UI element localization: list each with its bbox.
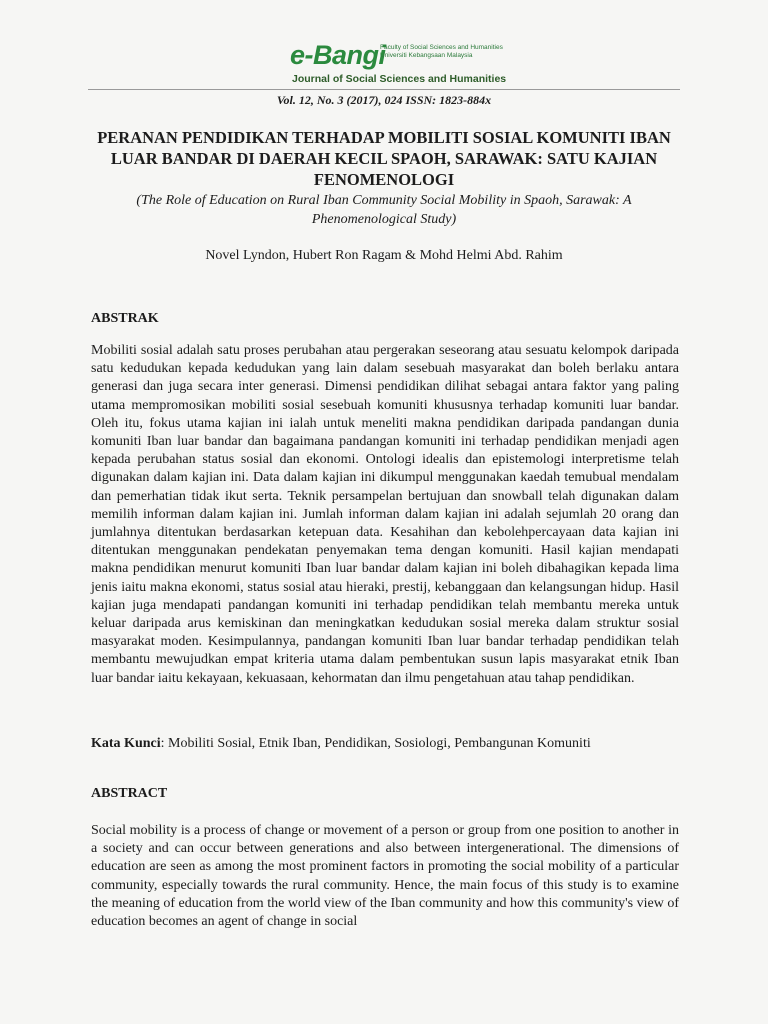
logo-faculty-line2: Universiti Kebangsaan Malaysia (380, 52, 473, 59)
abstract-body: Social mobility is a process of change or movement of a person or group from one position to another in a society and can occur between generations and also between intergenerational. The dimensions of education are seen as among the most prominent factors in promoting the social mobility of a particular community, especially towards the rural community. Hence, the main focus of this study is to examine the meaning of education from the world view of the Iban community and how this community's view of education becomes an agent of change in social (91, 823, 679, 930)
journal-logo (290, 40, 520, 90)
keywords-label: Kata Kunci (91, 736, 161, 751)
logo-faculty-line1: Faculty of Social Sciences and Humanities (380, 44, 503, 51)
logo-brand: e-Bangi (290, 40, 386, 70)
paper-subtitle: (The Role of Education on Rural Iban Community Social Mobility in Spaoh, Sarawak: A Phenomenological Study) (136, 193, 632, 227)
abstrak-heading: ABSTRAK (91, 311, 159, 326)
logo-journal-name: Journal of Social Sciences and Humanities (292, 73, 507, 85)
keywords-text: Mobiliti Sosial, Etnik Iban, Pendidikan, Sosiologi, Pembangunan Komuniti (168, 736, 591, 751)
keywords-separator: : (160, 736, 169, 751)
paper-title: PERANAN PENDIDIKAN TERHADAP MOBILITI SOSIAL KOMUNITI IBAN LUAR BANDAR DI DAERAH KECIL SPAOH, SARAWAK: SATU KAJIAN FENOMENOLOGI (97, 128, 671, 189)
header-divider (88, 89, 680, 90)
abstract-heading: ABSTRACT (91, 786, 168, 801)
authors: Novel Lyndon, Hubert Ron Ragam & Mohd Helmi Abd. Rahim (205, 248, 563, 263)
logo-faculty (380, 44, 520, 60)
volume-line: Vol. 12, No. 3 (2017), 024 ISSN: 1823-884x (276, 93, 492, 107)
keywords (91, 736, 679, 752)
abstrak-body: Mobiliti sosial adalah satu proses perubahan atau pergerakan seseorang atau sesuatu kelompok daripada satu kedudukan kepada kedudukan yang lain dalam sesebuah masyarakat dan boleh berlaku antara generasi dan juga secara inter generasi. Dimensi pendidikan dilihat sebagai antara faktor yang paling utama mempromosikan mobiliti sosial sesebuah komuniti khususnya terhadap komuniti luar bandar. Oleh itu, fokus utama kajian ini ialah untuk meneliti makna pendidikan daripada pandangan dunia komuniti Iban luar bandar dan bagaimana pandangan komuniti ini terhadap pendidikan menjadi agen kepada perubahan status sosial dan ekonomi. Ontologi idealis dan epistemologi interpretisme telah digunakan dalam kajian ini. Data dalam kajian ini dikumpul menggunakan kaedah temubual mendalam dan pemerhatian tidak ikut serta. Teknik persampelan bertujuan dan snowball telah digunakan dalam memilih informan dalam kajian ini. Jumlah informan dalam kajian ini adalah sejumlah 20 orang dan jumlahnya ditentukan berdasarkan ketepuan data. Kesahihan dan kebolehpercayaan data kajian ini ditentukan menggunakan pendekatan penyemakan tema dengan komuniti. Hasil kajian mendapati makna pendidikan menurut komuniti Iban luar bandar dalam kajian ini boleh dibahagikan kepada lima jenis iaitu makna ekonomi, status sosial atau hieraki, prestij, kebanggaan dan kelangsungan hidup. Hasil kajian juga mendapati pandangan komuniti ini terhadap pendidikan telah membantu mereka untuk keluar daripada arus kemiskinan dan meningkatkan kedudukan sosial mereka dalam struktur sosial masyarakat moden. Kesimpulannya, pandangan komuniti Iban luar bandar terhadap pendidikan telah membantu mewujudkan empat kriteria utama dalam pembentukan susun lapis masyarakat etnik Iban luar bandar iaitu kekayaan, kekuasaan, kehormatan dan ilmu pengetahuan atau tahap pendidikan. (91, 343, 679, 686)
